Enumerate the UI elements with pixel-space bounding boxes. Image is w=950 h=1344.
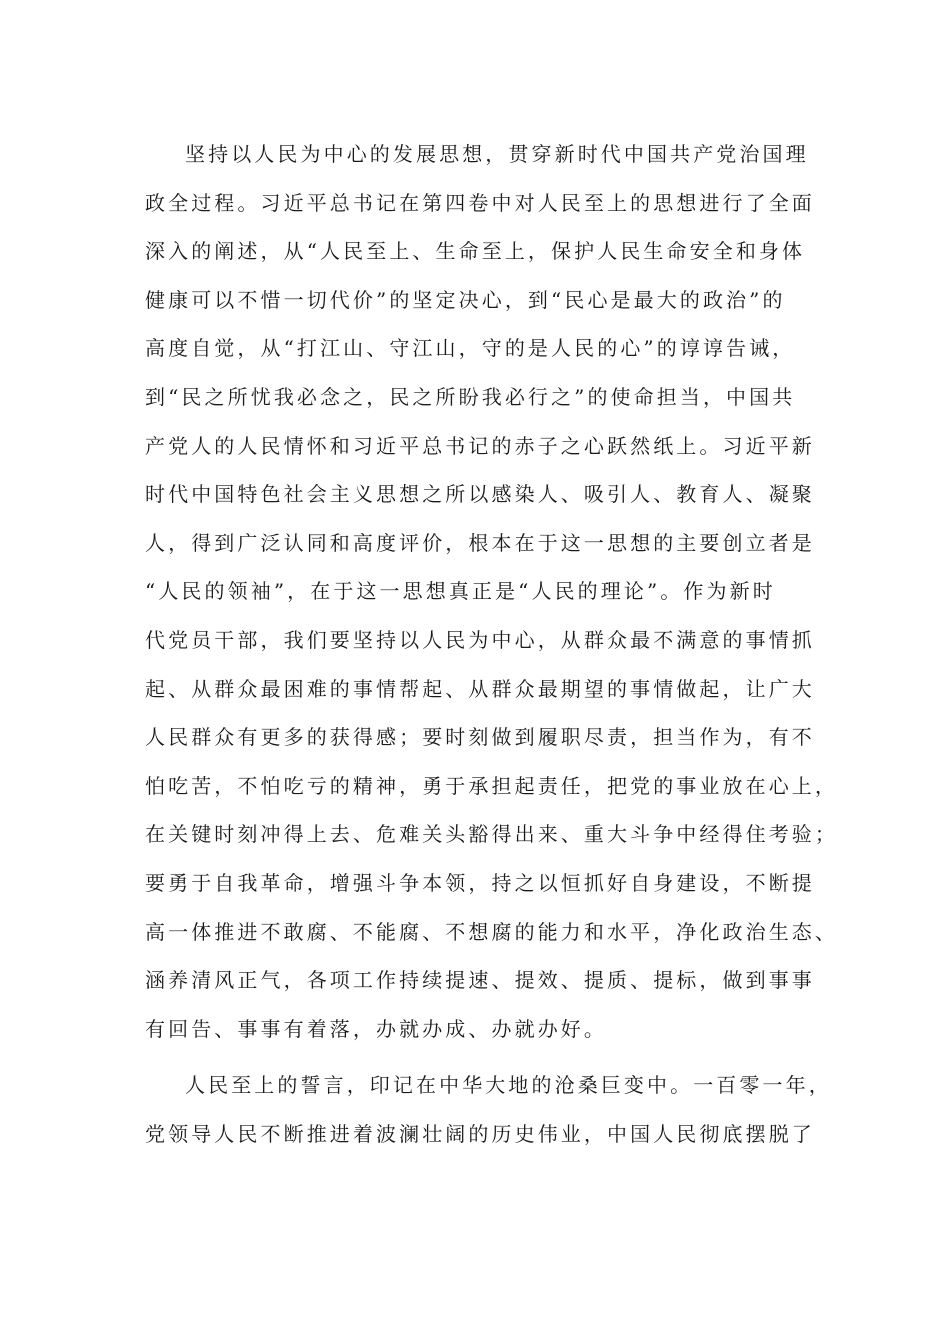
paragraph-line: 高一体推进不敢腐、不能腐、不想腐的能力和水平，净化政治生态、: [145, 919, 838, 944]
paragraph-line: 深入的阐述，从“人民至上、生命至上，保护人民生命安全和身体: [145, 239, 806, 264]
paragraph-line: 健康可以不惜一切代价”的坚定决心，到“民心是最大的政治”的: [145, 287, 786, 312]
paragraph-line: 有回告、事事有着落，办就办成、办就办好。: [145, 1016, 607, 1041]
paragraph-1: [145, 130, 838, 1053]
paragraph-2: [145, 1061, 832, 1158]
paragraph-line: 起、从群众最困难的事情帮起、从群众最期望的事情做起，让广大: [145, 676, 815, 701]
paragraph-line: 代党员干部，我们要坚持以人民为中心，从群众最不满意的事情抓: [145, 627, 815, 652]
paragraph-line: 党领导人民不断推进着波澜壮阔的历史伟业，中国人民彻底摆脱了: [145, 1121, 815, 1146]
paragraph-line: 要勇于自我革命，增强斗争本领，持之以恒抓好自身建设，不断提: [145, 870, 815, 895]
paragraph-line: 人民群众有更多的获得感；要时刻做到履职尽责，担当作为，有不: [145, 725, 815, 750]
paragraph-line: 时代中国特色社会主义思想之所以感染人、吸引人、教育人、凝聚: [145, 482, 815, 507]
paragraph-line: 坚持以人民为中心的发展思想，贯穿新时代中国共产党治国理: [185, 142, 809, 166]
paragraph-line: 政全过程。习近平总书记在第四卷中对人民至上的思想进行了全面: [145, 190, 815, 215]
paragraph-line: 产党人的人民情怀和习近平总书记的赤子之心跃然纸上。习近平新: [145, 433, 815, 458]
paragraph-line: 人民至上的誓言，印记在中华大地的沧桑巨变中。一百零一年，: [185, 1073, 832, 1097]
paragraph-line: 到“民之所忧我必念之，民之所盼我必行之”的使命担当，中国共: [145, 384, 796, 409]
paragraph-line: 怕吃苦，不怕吃亏的精神，勇于承担起责任，把党的事业放在心上，: [145, 773, 838, 798]
paragraph-line: 在关键时刻冲得上去、危难关头豁得出来、重大斗争中经得住考验；: [145, 822, 838, 847]
paragraph-line: 高度自觉，从“打江山、守江山，守的是人民的心”的谆谆告诫，: [145, 336, 796, 361]
paragraph-line: “人民的领袖”，在于这一思想真正是“人民的理论”。作为新时: [145, 579, 776, 604]
paragraph-line: 涵养清风正气，各项工作持续提速、提效、提质、提标，做到事事: [145, 968, 815, 993]
paragraph-line: 人，得到广泛认同和高度评价，根本在于这一思想的主要创立者是: [145, 530, 815, 555]
